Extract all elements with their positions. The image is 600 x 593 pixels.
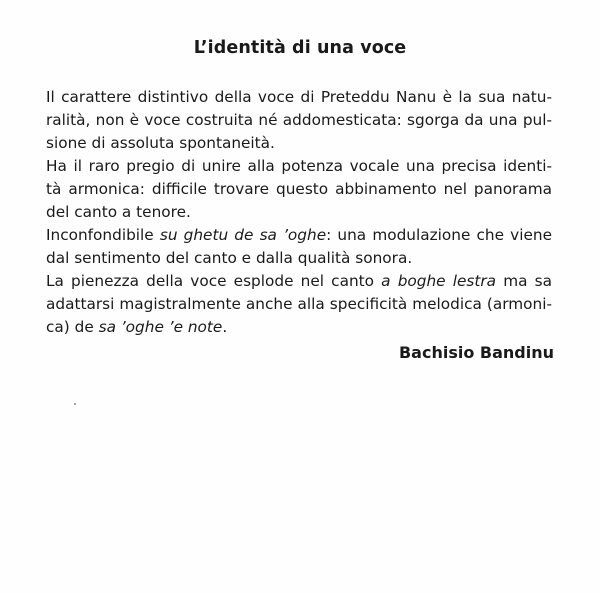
paragraph-3-line-1	[46, 224, 552, 247]
paragraph-3-line-2: dal sentimento del canto e dalla qualità sonora.	[46, 249, 413, 267]
paragraph-4-line-1	[46, 270, 552, 293]
paragraph-4-text: La pienezza della voce esplode nel canto	[46, 272, 382, 290]
paragraph-1-line-1: Il carattere distintivo della voce di Preteddu Nanu è la sua natu-	[46, 88, 552, 106]
paragraph-4-text-after: ma sa	[496, 272, 552, 290]
speck-mark	[74, 403, 76, 405]
author-signature: Bachisio Bandinu	[398, 343, 554, 362]
paragraph-1-line-3: sione di assoluta spontaneità.	[46, 134, 275, 152]
paragraph-2-line-3: del canto a tenore.	[46, 203, 191, 221]
body-text	[46, 86, 552, 339]
paragraph-2-line-1: Ha il raro pregio di unire alla potenza vocale una precisa identi-	[46, 157, 552, 175]
paragraph-4-line-2: adattarsi magistralmente anche alla specificità melodica (armoni-	[46, 295, 552, 313]
paragraph-4-line-3-end: .	[222, 318, 228, 336]
paragraph-4-italic-phrase: a boghe lestra	[381, 272, 497, 290]
paragraph-4-line-3	[46, 316, 552, 339]
paragraph-4-line-3-text: ca) de	[46, 318, 99, 336]
page-title: L’identità di una voce	[193, 38, 407, 58]
paragraph-4-italic-phrase-2: sa ’oghe ’e note	[98, 318, 223, 336]
paragraph-1-line-2: ralità, non è voce costruita né addomesticata: sgorga da una pul-	[46, 111, 552, 129]
paragraph-3-text: Inconfondibile	[46, 226, 160, 244]
paragraph-3-italic-phrase: su ghetu de sa ’oghe	[159, 226, 327, 244]
paragraph-2-line-2: tà armonica: difficile trovare questo abbinamento nel panorama	[46, 180, 552, 198]
paragraph-3-text-after: : una modulazione che viene	[326, 226, 552, 244]
